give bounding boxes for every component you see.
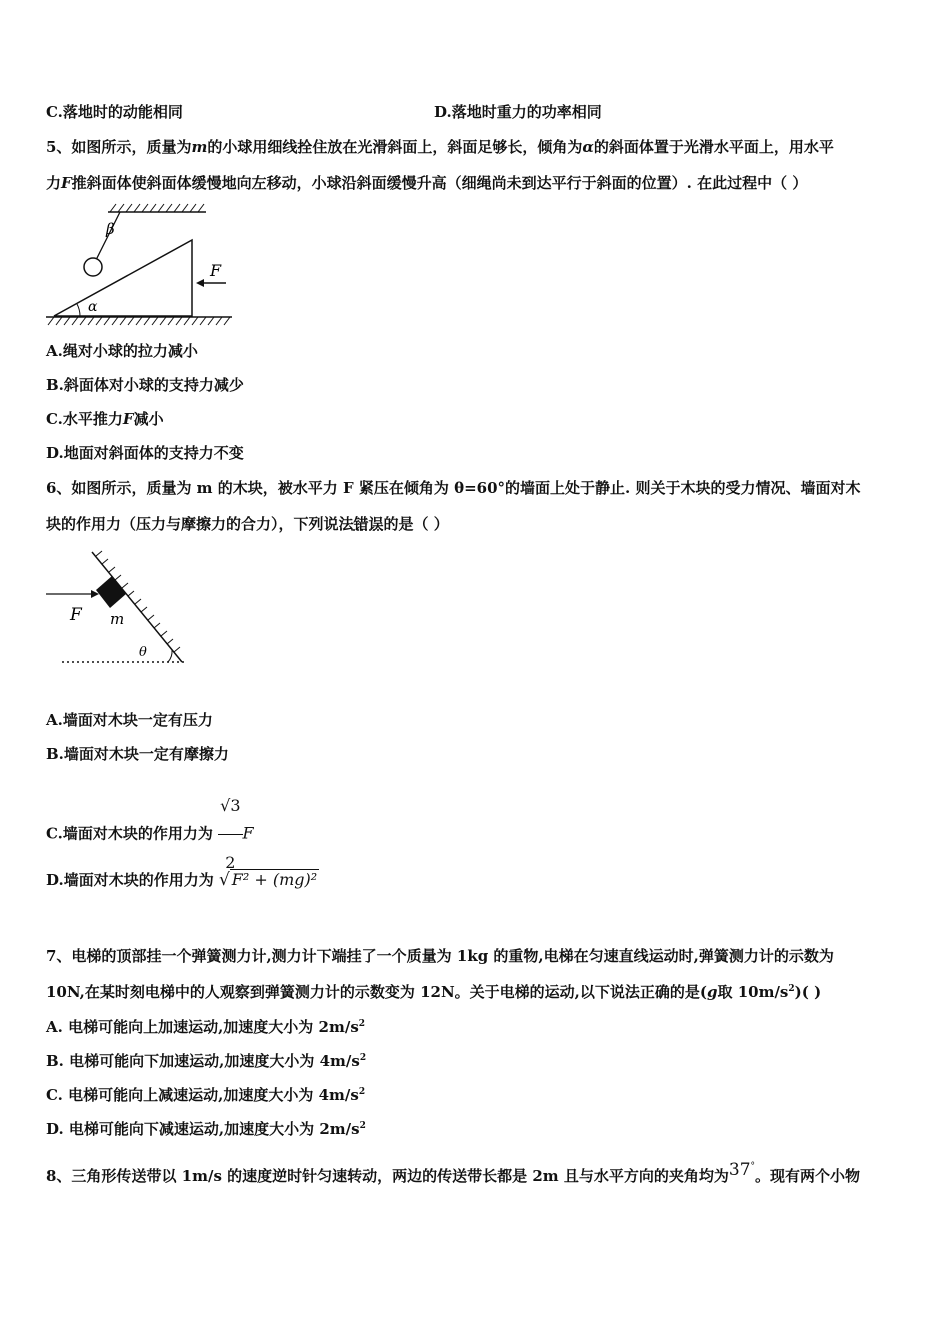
q7-option-d: D. 电梯可能向下减速运动,加速度大小为 $2m/s^2$ <box>46 1120 366 1138</box>
q5-option-a: A.绳对小球的拉力减小 <box>46 342 198 360</box>
q6-option-a: A.墙面对木块一定有压力 <box>46 711 213 729</box>
angle-value: 37° <box>728 1160 756 1180</box>
q7-option-c: C. 电梯可能向上减速运动,加速度大小为 $4m/s^2$ <box>46 1086 366 1104</box>
sqrt-expression: √ F² + (mg)² <box>218 870 318 890</box>
q5-incline-figure <box>44 200 239 328</box>
q4-option-c: C.落地时的动能相同 <box>46 103 183 121</box>
q7-option-b: B. 电梯可能向下加速运动,加速度大小为 $4m/s^2$ <box>46 1052 367 1070</box>
q7-stem-line2: 10N,在某时刻电梯中的人观察到弹簧测力计的示数变为 12N。关于电梯的运动,以下说法正确的是(g取 $10m/s^2$)( ) <box>46 983 822 1001</box>
q8-stem-line1: 8、三角形传送带以 1m/s 的速度逆时针匀速转动，两边的传送带长都是 2m 且与水平方向的夹角均为37°。现有两个小物 <box>46 1160 861 1185</box>
q6-option-d: D.墙面对木块的作用力为 √ F² + (mg)² <box>46 870 318 890</box>
q6-option-b: B.墙面对木块一定有摩擦力 <box>46 745 229 763</box>
emphasis-wrong: 错误 <box>353 515 384 533</box>
q5-option-b: B.斜面体对小球的支持力减少 <box>46 376 244 394</box>
fraction: $\frac{√3}{2}$ <box>218 778 242 891</box>
q7-stem-line1: 7、电梯的顶部挂一个弹簧测力计,测力计下端挂了一个质量为 1kg 的重物,电梯在匀速直线运动时,弹簧测力计的示数为 <box>46 947 834 965</box>
q6-option-c: C.墙面对木块的作用力为 $\frac{√3}{2}$ F <box>46 778 254 891</box>
mass-label: m <box>110 610 125 628</box>
q5-option-d: D.地面对斜面体的支持力不变 <box>46 444 244 462</box>
q6-stem-line2: 块的作用力（压力与摩擦力的合力），下列说法错误的是（ ） <box>46 515 449 533</box>
q7-option-a: A. 电梯可能向上加速运动,加速度大小为 $2m/s^2$ <box>46 1018 366 1036</box>
q4-option-d: D.落地时重力的功率相同 <box>434 103 602 121</box>
q5-option-c: C.水平推力F减小 <box>46 410 164 428</box>
alpha-label: α <box>88 299 98 315</box>
theta-label: θ <box>139 645 147 660</box>
q5-stem-line1: 5、如图所示，质量为m的小球用细线拴住放在光滑斜面上，斜面足够长，倾角为α的斜面体置于光滑水平面上，用水平 <box>46 138 834 156</box>
force-label: F <box>210 261 222 280</box>
q6-wall-block-figure <box>44 544 194 672</box>
q5-stem-line2: 力F推斜面体使斜面体缓慢地向左移动，小球沿斜面缓慢升高（细绳尚未到达平行于斜面的位置）. 在此过程中（ ） <box>46 174 808 192</box>
q6-stem-line1: 6、如图所示，质量为 m 的木块，被水平力 F 紧压在倾角为 θ=60°的墙面上处于静止. 则关于木块的受力情况、墙面对木 <box>46 479 861 497</box>
beta-label: β <box>106 220 115 238</box>
force-label: F <box>70 605 82 625</box>
